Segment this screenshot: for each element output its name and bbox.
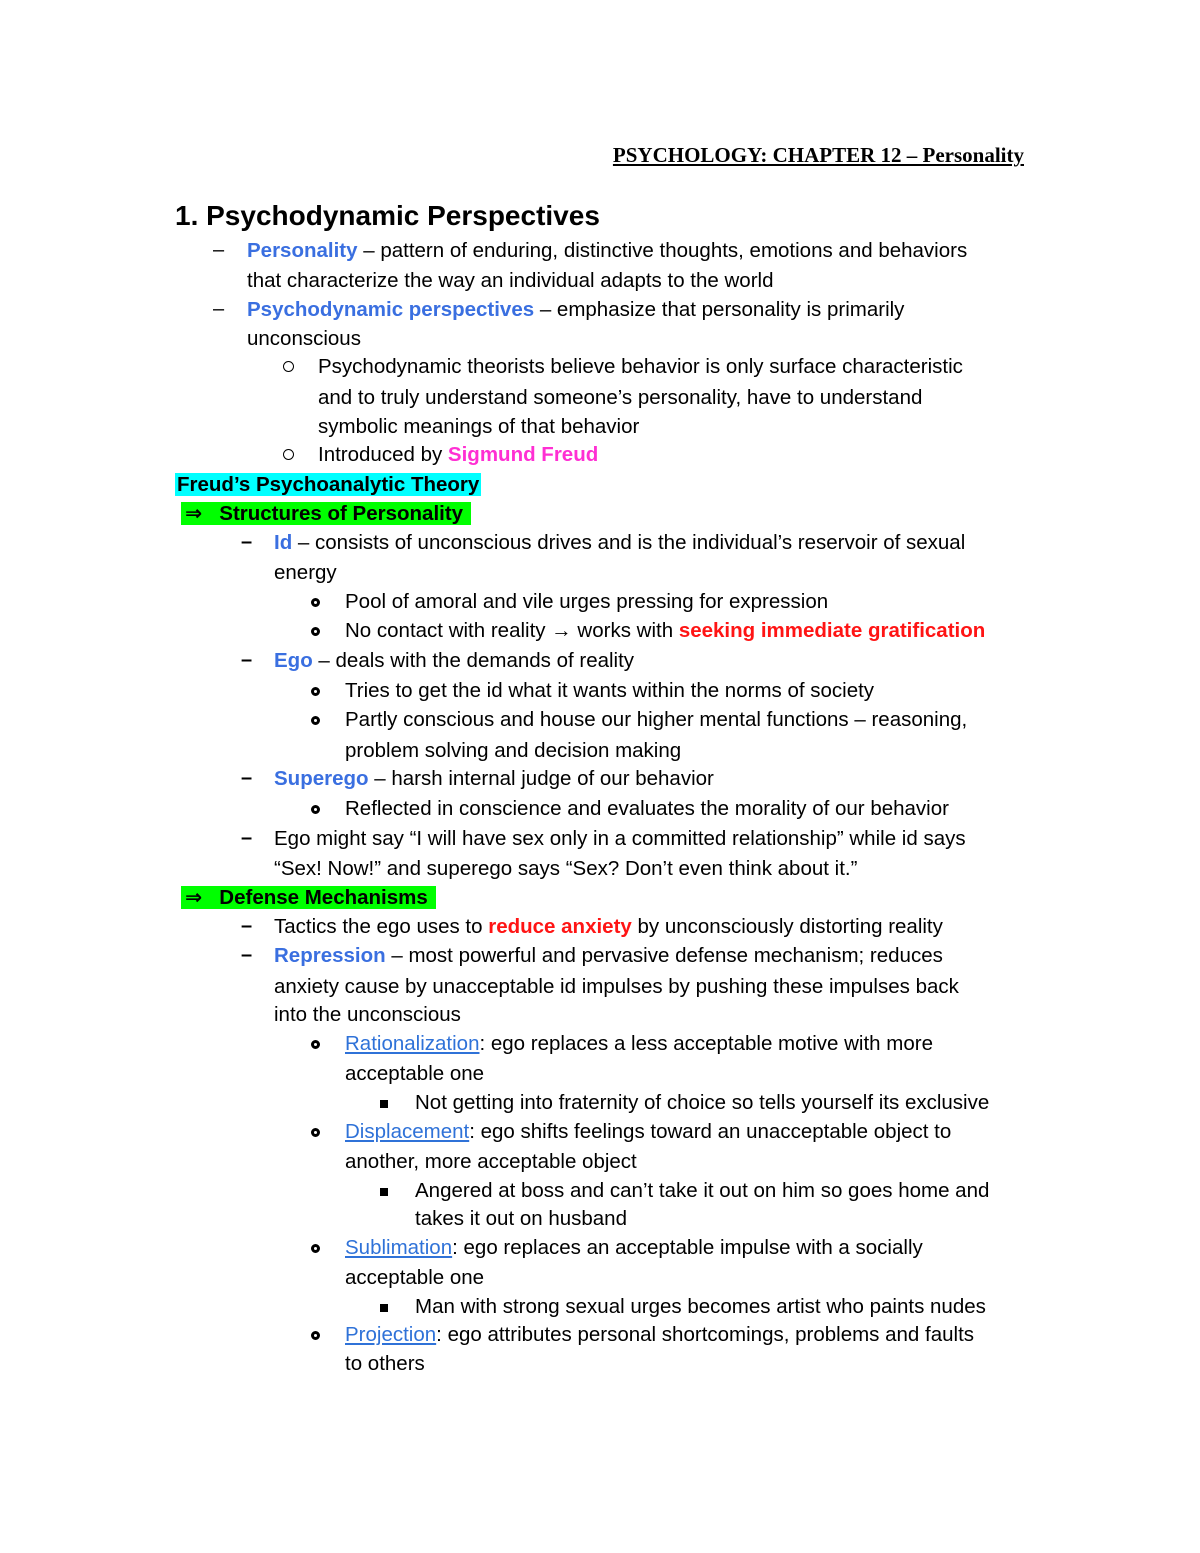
list-item: Pool of amoral and vile urges pressing for expression — [345, 590, 829, 613]
dash-bullet: – — [241, 915, 253, 937]
term: Personality — [247, 239, 358, 262]
circle-bullet — [311, 705, 320, 734]
circle-bullet — [311, 676, 320, 705]
person-name: Sigmund Freud — [447, 443, 599, 466]
definition-continuation: unconscious — [247, 327, 361, 350]
term-link[interactable]: Displacement — [345, 1120, 470, 1143]
definition-continuation: that characterize the way an individual adapts to the world — [247, 269, 774, 292]
subsection-heading: Freud’s Psychoanalytic Theory — [177, 473, 480, 496]
circle-bullet — [283, 440, 294, 469]
definition-continuation: energy — [274, 561, 337, 584]
dash-bullet: – — [213, 239, 225, 261]
list-item: Partly conscious and house our higher mental functions – reasoning, — [345, 708, 968, 731]
definition-continuation: anxiety cause by unacceptable id impulses by pushing these impulses back — [274, 975, 959, 998]
list-item: Psychodynamic theorists believe behavior is only surface characteristic — [318, 355, 963, 378]
right-arrow-icon: → — [551, 619, 572, 642]
circle-bullet — [311, 1117, 320, 1146]
circle-bullet — [311, 794, 320, 823]
example-item: Not getting into fraternity of choice so tells yourself its exclusive — [415, 1091, 990, 1114]
list-item: Tries to get the id what it wants within the norms of society — [345, 679, 875, 702]
definition-psychodynamic: Psychodynamic perspectives – emphasize that personality is primarily — [247, 298, 905, 321]
circle-bullet — [311, 1029, 320, 1058]
definition-sublimation: Sublimation: ego replaces an acceptable impulse with a socially — [345, 1236, 923, 1259]
definition-continuation: acceptable one — [345, 1266, 485, 1289]
arrow-icon: ⇒ — [185, 886, 203, 909]
list-item: Reflected in conscience and evaluates the morality of our behavior — [345, 797, 949, 820]
list-item: No contact with reality → works with seeking immediate gratification — [345, 619, 986, 642]
list-item-continuation: symbolic meanings of that behavior — [318, 415, 640, 438]
dash-bullet: – — [241, 944, 253, 966]
term: Psychodynamic perspectives — [247, 298, 535, 321]
circle-bullet — [311, 616, 320, 645]
definition-repression: Repression – most powerful and pervasive defense mechanism; reduces — [274, 944, 943, 967]
term: Id — [274, 531, 293, 554]
square-bullet — [380, 1292, 388, 1321]
dash-bullet: – — [213, 298, 225, 320]
circle-bullet — [311, 587, 320, 616]
term: Superego — [274, 767, 369, 790]
definition-continuation: acceptable one — [345, 1062, 485, 1085]
example-continuation: “Sex! Now!” and superego says “Sex? Don’t even think about it.” — [274, 857, 858, 880]
definition-projection: Projection: ego attributes personal shortcomings, problems and faults — [345, 1323, 975, 1346]
term: Ego — [274, 649, 313, 672]
dash-bullet: – — [241, 827, 253, 849]
square-bullet — [380, 1176, 388, 1205]
definition-personality: Personality – pattern of enduring, distinctive thoughts, emotions and behaviors — [247, 239, 968, 262]
dash-bullet: – — [241, 531, 253, 553]
square-bullet — [380, 1088, 388, 1117]
dash-bullet: – — [241, 649, 253, 671]
section-heading: 1. Psychodynamic Perspectives — [175, 200, 600, 231]
definition-continuation: to others — [345, 1352, 425, 1375]
definition-superego: Superego – harsh internal judge of our behavior — [274, 767, 714, 790]
term: Repression — [274, 944, 386, 967]
definition-continuation: into the unconscious — [274, 1003, 461, 1026]
definition-displacement: Displacement: ego shifts feelings toward an unacceptable object to — [345, 1120, 952, 1143]
arrow-icon: ⇒ — [185, 502, 203, 525]
page-title: PSYCHOLOGY: CHAPTER 12 – Personality — [612, 143, 1024, 167]
term-link[interactable]: Rationalization — [345, 1032, 480, 1055]
defense-heading: ⇒ Defense Mechanisms — [181, 883, 436, 912]
example-continuation: takes it out on husband — [415, 1207, 627, 1230]
example-item: Man with strong sexual urges becomes artist who paints nudes — [415, 1295, 986, 1318]
structures-heading: ⇒ Structures of Personality — [181, 499, 471, 528]
definition-id: Id – consists of unconscious drives and is the individual’s reservoir of sexual — [274, 531, 966, 554]
tactics-text: Tactics the ego uses to reduce anxiety by unconsciously distorting reality — [274, 915, 943, 938]
circle-bullet — [311, 1233, 320, 1262]
list-item-continuation: problem solving and decision making — [345, 739, 682, 762]
dash-bullet: – — [241, 767, 253, 789]
term-link[interactable]: Sublimation — [345, 1236, 453, 1259]
term-link[interactable]: Projection — [345, 1323, 437, 1346]
list-item: Introduced by Sigmund Freud — [318, 443, 599, 466]
example-item: Angered at boss and can’t take it out on him so goes home and — [415, 1179, 990, 1202]
circle-bullet — [283, 352, 294, 381]
definition-continuation: another, more acceptable object — [345, 1150, 637, 1173]
definition-rationalization: Rationalization: ego replaces a less acceptable motive with more — [345, 1032, 933, 1055]
example-text: Ego might say “I will have sex only in a committed relationship” while id says — [274, 827, 966, 850]
list-item-continuation: and to truly understand someone’s personality, have to understand — [318, 386, 923, 409]
circle-bullet — [311, 1320, 320, 1349]
definition-ego: Ego – deals with the demands of reality — [274, 649, 635, 672]
